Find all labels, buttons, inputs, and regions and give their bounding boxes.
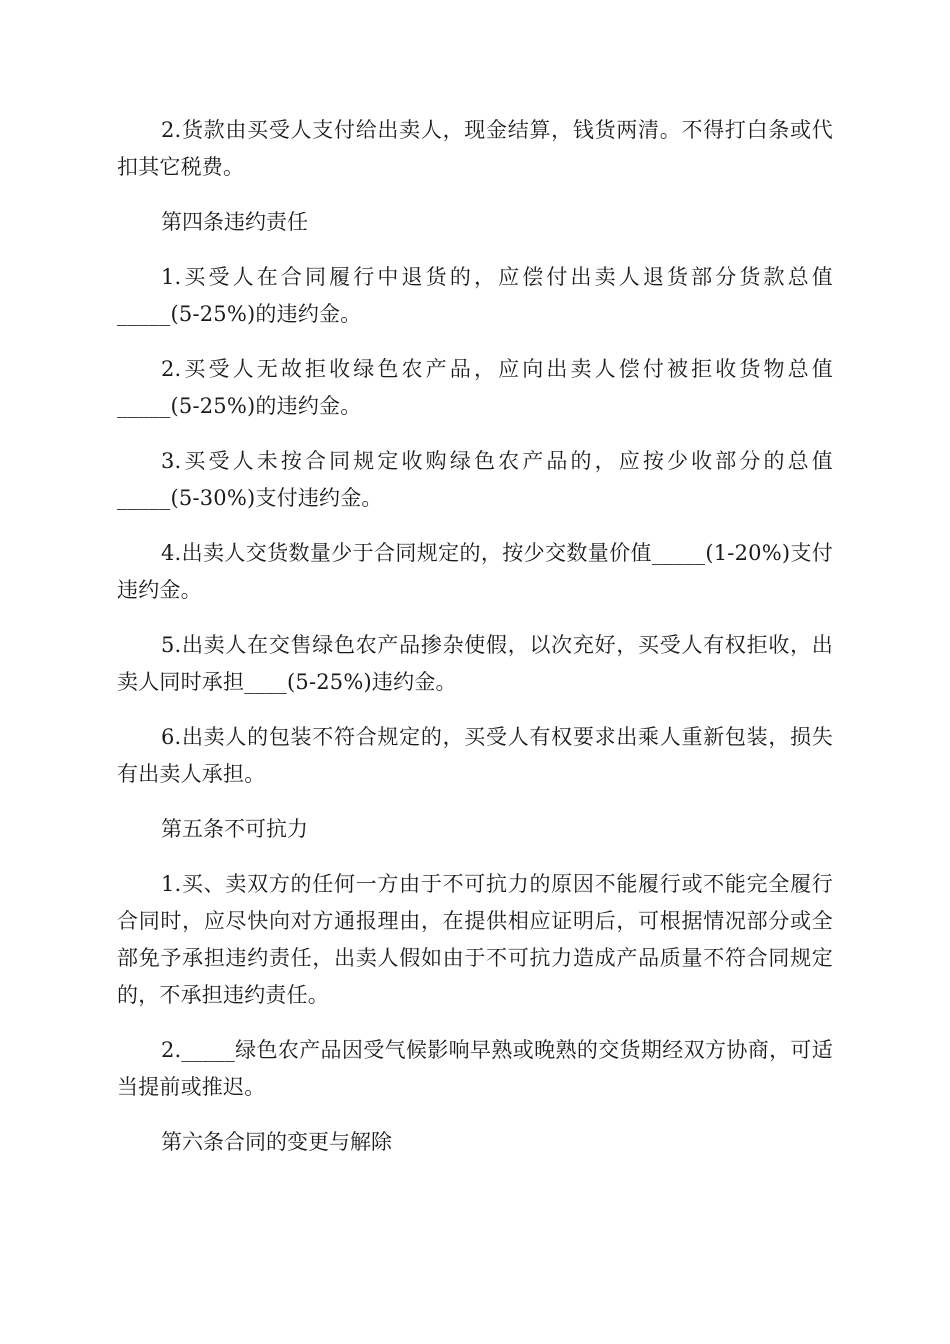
- clause-liability-4: 4.出卖人交货数量少于合同规定的，按少交数量价值_____(1-20%)支付违约金。: [117, 541, 833, 602]
- section-heading-article-5: 第五条不可抗力: [161, 817, 308, 841]
- clause-liability-3: 3.买受人未按合同规定收购绿色农产品的，应按少收部分的总值_____(5-30%)支付违约金。: [117, 449, 833, 510]
- clause-payment-2: 2.货款由买受人支付给出卖人，现金结算，钱货两清。不得打白条或代扣其它税费。: [117, 118, 833, 179]
- clause-force-majeure-2: 2._____绿色农产品因受气候影响早熟或晚熟的交货期经双方协商，可适当提前或推迟。: [117, 1038, 833, 1099]
- clause-liability-1: 1.买受人在合同履行中退货的，应偿付出卖人退货部分货款总值_____(5-25%)的违约金。: [117, 265, 833, 326]
- clause-liability-2: 2.买受人无故拒收绿色农产品，应向出卖人偿付被拒收货物总值_____(5-25%)的违约金。: [117, 357, 833, 418]
- clause-force-majeure-1: 1.买、卖双方的任何一方由于不可抗力的原因不能履行或不能完全履行合同时，应尽快向对方通报理由，在提供相应证明后，可根据情况部分或全部免予承担违约责任，出卖人假如由于不可抗力造成产品质量不符合同规定的，不承担违约责任。: [117, 872, 833, 1007]
- section-heading-article-6: 第六条合同的变更与解除: [161, 1130, 392, 1154]
- section-heading-article-4: 第四条违约责任: [161, 210, 308, 234]
- clause-liability-6: 6.出卖人的包装不符合规定的，买受人有权要求出乘人重新包装，损失有出卖人承担。: [117, 725, 833, 786]
- clause-liability-5: 5.出卖人在交售绿色农产品掺杂使假，以次充好，买受人有权拒收，出卖人同时承担____(5-25%)违约金。: [117, 633, 833, 694]
- document-body: [117, 112, 833, 1179]
